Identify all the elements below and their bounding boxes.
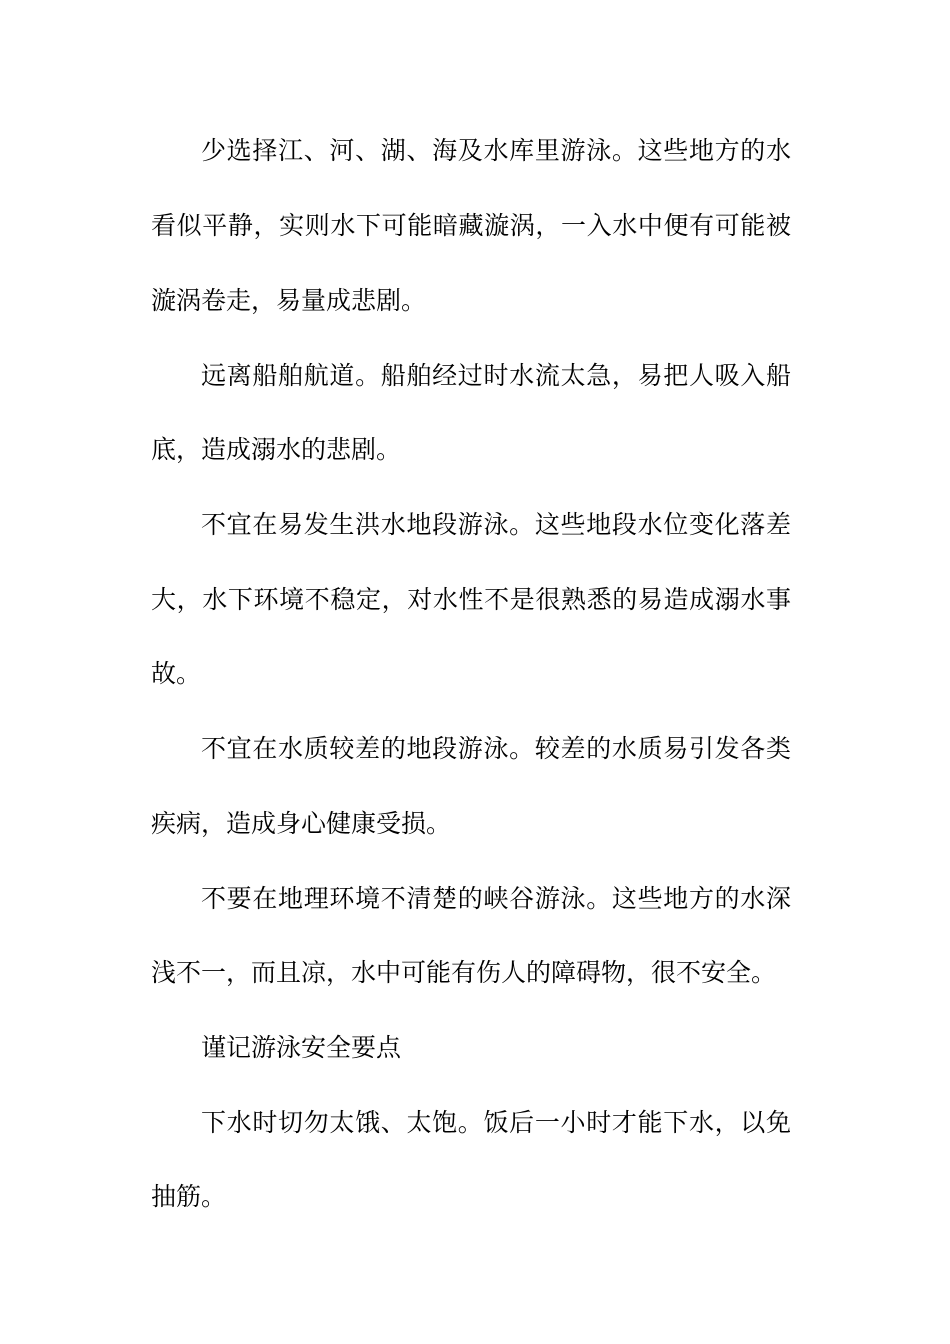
paragraph-line-8: 故。: [151, 659, 202, 688]
paragraph-line-10: 疾病，造成身心健康受损。: [151, 809, 452, 838]
paragraph-line-15: 抽筋。: [151, 1182, 227, 1211]
paragraph-line-11: 不要在地理环境不清楚的峡谷游泳。这些地方的水深: [201, 884, 791, 913]
paragraph-line-1: 少选择江、河、湖、海及水库里游泳。这些地方的水: [201, 136, 791, 165]
paragraph-line-5: 底，造成溺水的悲剧。: [151, 435, 402, 464]
paragraph-line-3: 漩涡卷走，易量成悲剧。: [151, 286, 427, 315]
paragraph-line-2: 看似平静，实则水下可能暗藏漩涡，一入水中便有可能被: [151, 211, 791, 240]
paragraph-line-6: 不宜在易发生洪水地段游泳。这些地段水位变化落差: [201, 510, 791, 539]
paragraph-line-7: 大，水下环境不稳定，对水性不是很熟悉的易造成溺水事: [151, 585, 791, 614]
paragraph-line-9: 不宜在水质较差的地段游泳。较差的水质易引发各类: [201, 734, 791, 763]
section-heading: 谨记游泳安全要点: [201, 1033, 402, 1062]
paragraph-line-12: 浅不一，而且凉，水中可能有伤人的障碍物，很不安全。: [151, 958, 777, 987]
paragraph-line-4: 远离船舶航道。船舶经过时水流太急，易把人吸入船: [201, 361, 791, 390]
paragraph-line-14: 下水时切勿太饿、太饱。饭后一小时才能下水，以免: [201, 1108, 791, 1137]
